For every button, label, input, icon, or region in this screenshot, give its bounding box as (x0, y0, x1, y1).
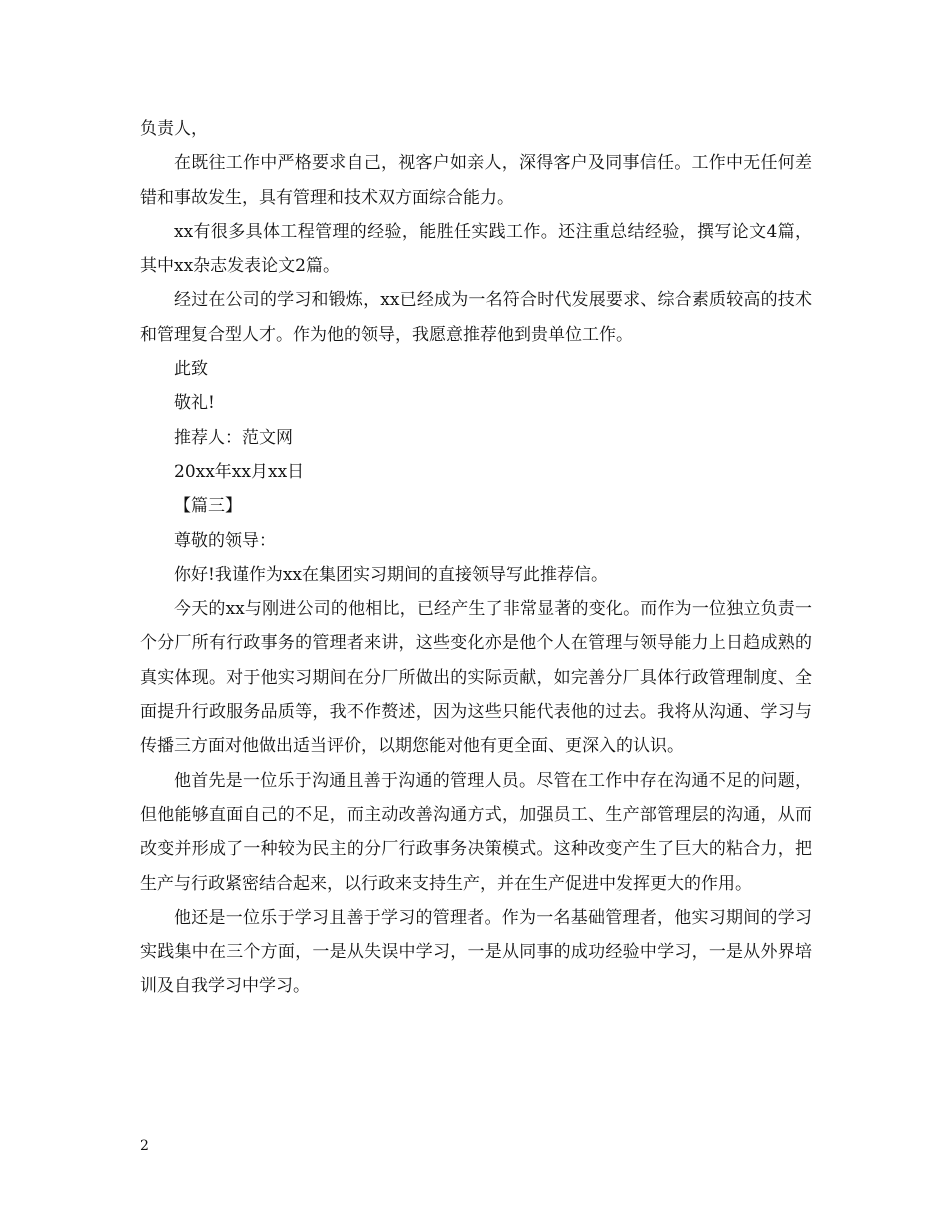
letter-greeting: 尊敬的领导： (174, 530, 276, 551)
closing-regards: 敬礼! (174, 393, 215, 414)
paragraph-communication: 他首先是一位乐于沟通且善于沟通的管理人员。尽管在工作中存在沟通不足的问题，但他能够直面自己的不足，而主动改善沟通方式，加强员工、生产部管理层的沟通，从而改变并形成了一种较为民主的分厂行政事务决策模式。这种改变产生了巨大的粘合力，把生产与行政紧密结合起来，以行政来支持生产，并在生产促进中发挥更大的作用。 (140, 770, 812, 894)
recommender-signature: 推荐人：范文网 (174, 427, 293, 448)
closing-salutation: 此致 (174, 359, 208, 380)
paragraph-experience: xx有很多具体工程管理的经验，能胜任实践工作。还注重总结经验，撰写论文4篇，其中xx杂志发表论文2篇。 (140, 221, 812, 277)
paragraph-work-attitude: 在既往工作中严格要求自己，视客户如亲人，深得客户及同事信任。工作中无任何差错和事故发生，具有管理和技术双方面综合能力。 (140, 153, 812, 208)
paragraph-continuation: 负责人， (140, 119, 208, 139)
page-number: 2 (140, 1138, 149, 1154)
section-heading: 【篇三】 (174, 496, 242, 517)
letter-date: 20xx年xx月xx日 (174, 461, 305, 482)
paragraph-recommendation: 经过在公司的学习和锻炼，xx已经成为一名符合时代发展要求、综合素质较高的技术和管理复合型人才。作为他的领导，我愿意推荐他到贵单位工作。 (140, 290, 812, 345)
document-body (140, 112, 812, 1004)
letter-opening: 你好!我谨作为xx在集团实习期间的直接领导写此推荐信。 (174, 564, 609, 585)
paragraph-learning: 他还是一位乐于学习且善于学习的管理者。作为一名基础管理者，他实习期间的学习实践集中在三个方面，一是从失误中学习，一是从同事的成功经验中学习，一是从外界培训及自我学习中学习。 (140, 907, 812, 997)
paragraph-changes: 今天的xx与刚进公司的他相比，已经产生了非常显著的变化。而作为一位独立负责一个分厂所有行政事务的管理者来讲，这些变化亦是他个人在管理与领导能力上日趋成熟的真实体现。对于他实习期间在分厂所做出的实际贡献，如完善分厂具体行政管理制度、全面提升行政服务品质等，我不作赘述，因为这些只能代表他的过去。我将从沟通、学习与传播三方面对他做出适当评价，以期您能对他有更全面、更深入的认识。 (140, 599, 812, 757)
